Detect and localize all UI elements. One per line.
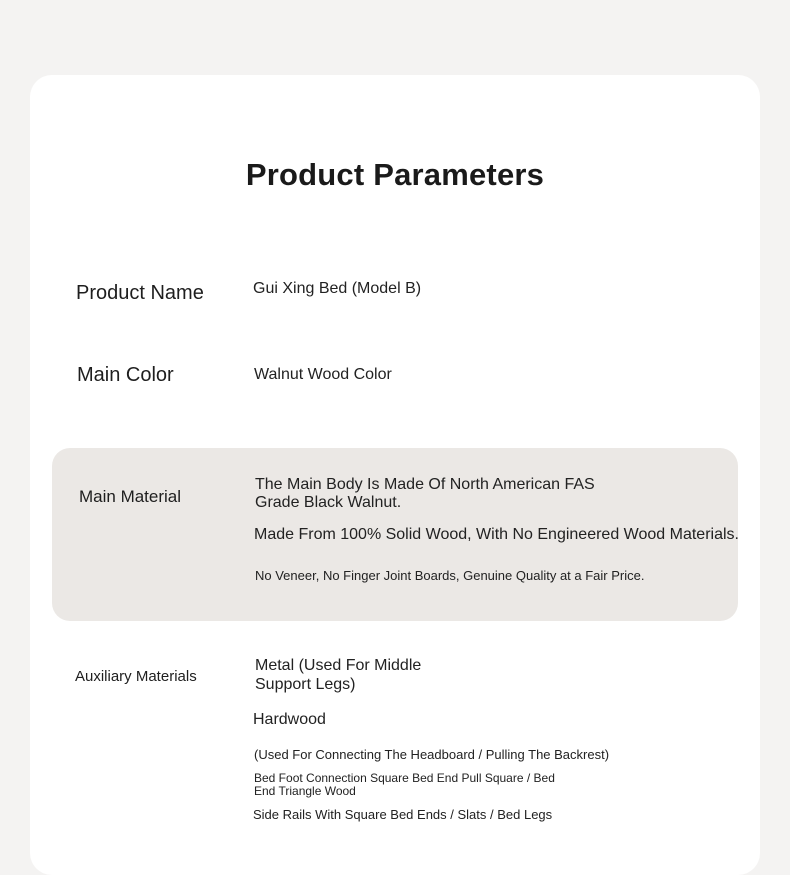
main-material-line1b: Grade Black Walnut. <box>255 494 402 511</box>
auxiliary-materials-label: Auxiliary Materials <box>75 668 197 685</box>
main-material-line2: Made From 100% Solid Wood, With No Engineered Wood Materials. <box>254 526 739 543</box>
aux-parts-line-c: Side Rails With Square Bed Ends / Slats / Bed Legs <box>253 807 553 822</box>
aux-hardwood: Hardwood <box>253 711 326 728</box>
aux-parts-line-a: Bed Foot Connection Square Bed End Pull Square / Bed <box>254 771 555 785</box>
page-title: Product Parameters <box>245 157 545 192</box>
aux-metal-line-b: Support Legs) <box>255 676 356 693</box>
aux-usage: (Used For Connecting The Headboard / Pulling The Backrest) <box>254 747 610 762</box>
product-name-value: Gui Xing Bed (Model B) <box>253 280 422 297</box>
aux-metal-line-a: Metal (Used For Middle <box>255 657 422 674</box>
main-color-value: Walnut Wood Color <box>254 366 392 383</box>
product-name-label: Product Name <box>76 282 204 304</box>
aux-parts-line-b: End Triangle Wood <box>254 784 356 798</box>
main-material-line3: No Veneer, No Finger Joint Boards, Genuine Quality at a Fair Price. <box>255 568 645 583</box>
main-material-line1a: The Main Body Is Made Of North American FAS <box>255 476 595 493</box>
main-material-label: Main Material <box>79 487 182 506</box>
main-color-label: Main Color <box>77 364 174 386</box>
